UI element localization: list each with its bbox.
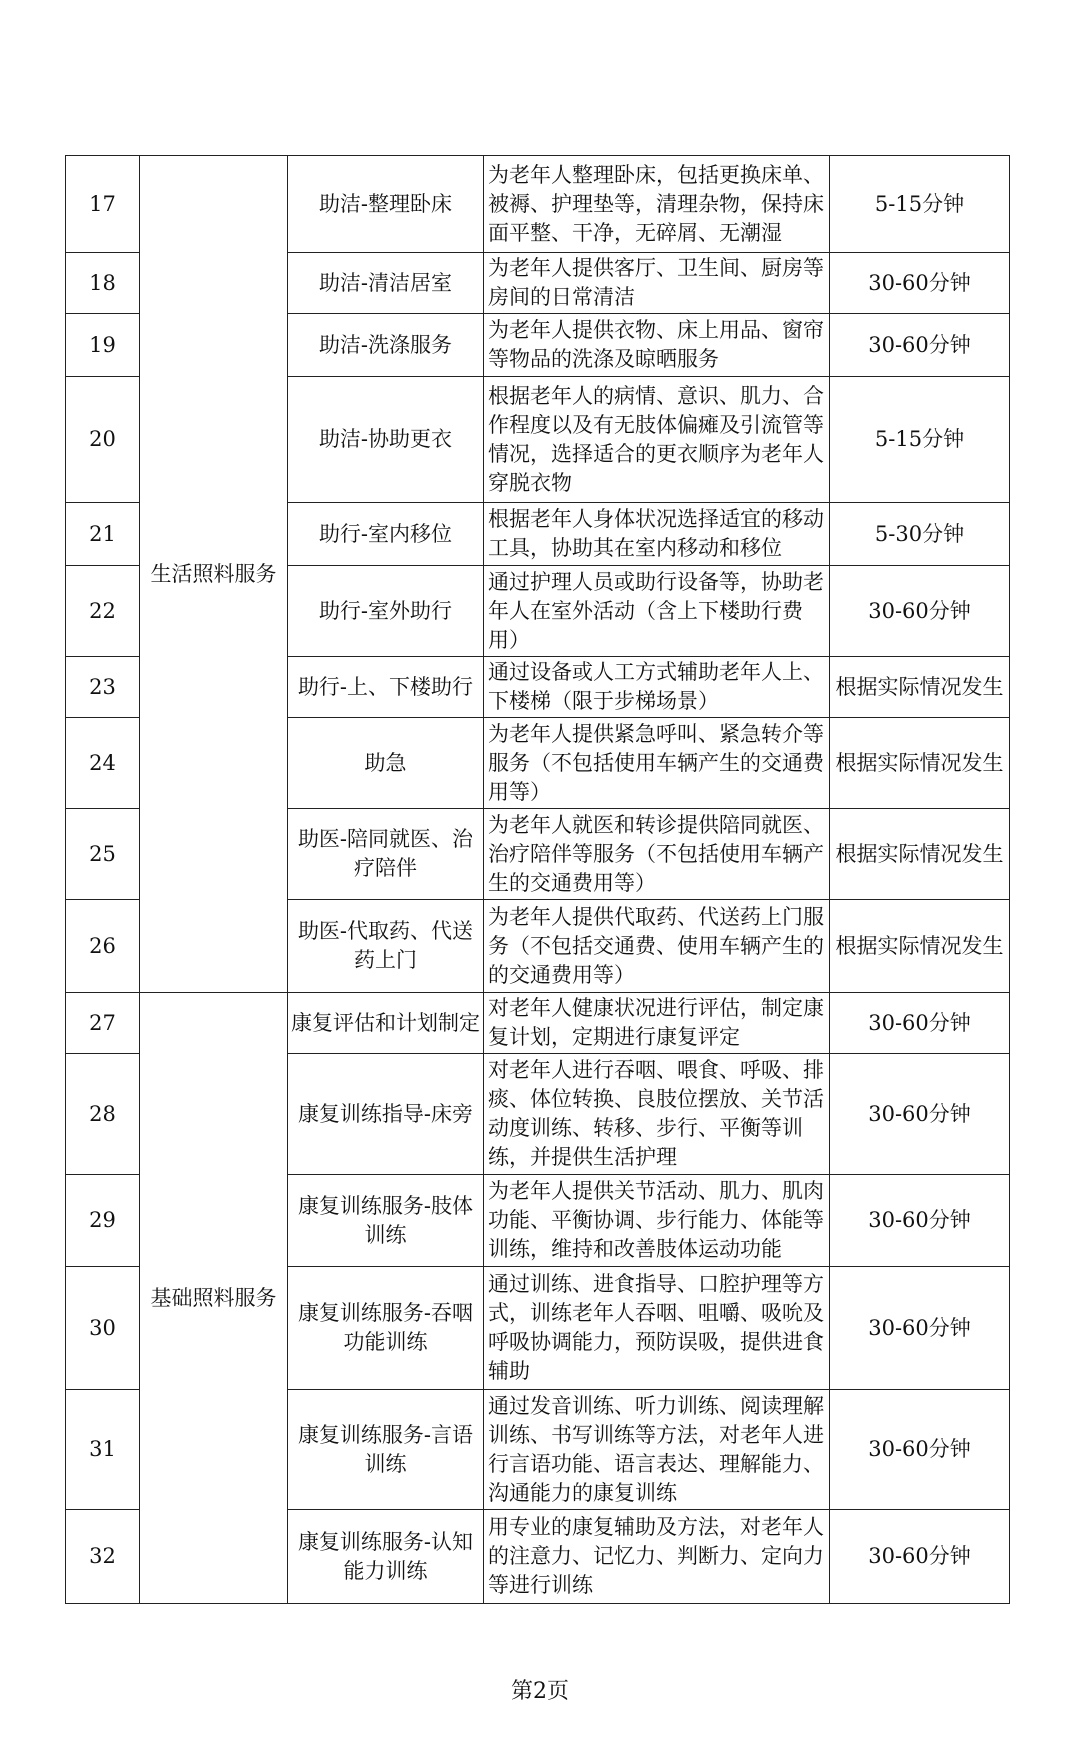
service-duration: 30-60分钟 xyxy=(830,566,1010,657)
row-number: 31 xyxy=(66,1390,140,1510)
service-name: 助急 xyxy=(288,718,484,809)
service-duration: 30-60分钟 xyxy=(830,993,1010,1054)
service-duration: 根据实际情况发生 xyxy=(830,718,1010,809)
service-description: 根据老年人身体状况选择适宜的移动工具，协助其在室内移动和移位 xyxy=(484,503,830,566)
service-duration: 根据实际情况发生 xyxy=(830,900,1010,993)
table-row xyxy=(66,993,1010,1054)
service-description: 对老年人健康状况进行评估，制定康复计划，定期进行康复评定 xyxy=(484,993,830,1054)
service-name: 康复训练服务-肢体训练 xyxy=(288,1175,484,1267)
service-description: 为老年人提供关节活动、肌力、肌肉功能、平衡协调、步行能力、体能等训练，维持和改善肢体运动功能 xyxy=(484,1175,830,1267)
category-cell: 生活照料服务 xyxy=(140,156,288,993)
row-number: 19 xyxy=(66,314,140,377)
service-name: 助洁-协助更衣 xyxy=(288,377,484,503)
category-cell: 基础照料服务 xyxy=(140,993,288,1604)
service-name: 康复训练服务-吞咽功能训练 xyxy=(288,1267,484,1390)
service-duration: 30-60分钟 xyxy=(830,1175,1010,1267)
service-name: 康复训练指导-床旁 xyxy=(288,1054,484,1175)
service-description: 为老年人提供客厅、卫生间、厨房等房间的日常清洁 xyxy=(484,253,830,314)
service-name: 康复训练服务-认知能力训练 xyxy=(288,1510,484,1604)
service-duration: 根据实际情况发生 xyxy=(830,809,1010,900)
service-duration: 30-60分钟 xyxy=(830,1510,1010,1604)
service-description: 为老年人整理卧床，包括更换床单、被褥、护理垫等，清理杂物，保持床面平整、干净，无碎屑、无潮湿 xyxy=(484,156,830,253)
row-number: 20 xyxy=(66,377,140,503)
service-duration: 5-30分钟 xyxy=(830,503,1010,566)
service-description: 为老年人就医和转诊提供陪同就医、治疗陪伴等服务（不包括使用车辆产生的交通费用等） xyxy=(484,809,830,900)
row-number: 26 xyxy=(66,900,140,993)
service-description: 通过设备或人工方式辅助老年人上、下楼梯（限于步梯场景） xyxy=(484,657,830,718)
row-number: 22 xyxy=(66,566,140,657)
service-duration: 30-60分钟 xyxy=(830,253,1010,314)
service-name: 助洁-整理卧床 xyxy=(288,156,484,253)
service-description: 为老年人提供衣物、床上用品、窗帘等物品的洗涤及晾晒服务 xyxy=(484,314,830,377)
service-duration: 根据实际情况发生 xyxy=(830,657,1010,718)
service-duration: 5-15分钟 xyxy=(830,156,1010,253)
service-duration: 5-15分钟 xyxy=(830,377,1010,503)
row-number: 25 xyxy=(66,809,140,900)
table-row xyxy=(66,156,1010,253)
service-name: 助医-陪同就医、治疗陪伴 xyxy=(288,809,484,900)
row-number: 17 xyxy=(66,156,140,253)
page-number: 第2页 xyxy=(511,1679,569,1704)
row-number: 18 xyxy=(66,253,140,314)
service-name: 康复评估和计划制定 xyxy=(288,993,484,1054)
service-duration: 30-60分钟 xyxy=(830,314,1010,377)
service-name: 康复训练服务-言语训练 xyxy=(288,1390,484,1510)
service-duration: 30-60分钟 xyxy=(830,1267,1010,1390)
service-duration: 30-60分钟 xyxy=(830,1390,1010,1510)
service-name: 助洁-洗涤服务 xyxy=(288,314,484,377)
service-duration: 30-60分钟 xyxy=(830,1054,1010,1175)
row-number: 24 xyxy=(66,718,140,809)
service-name: 助医-代取药、代送药上门 xyxy=(288,900,484,993)
service-description: 用专业的康复辅助及方法，对老年人的注意力、记忆力、判断力、定向力等进行训练 xyxy=(484,1510,830,1604)
row-number: 28 xyxy=(66,1054,140,1175)
service-description: 通过训练、进食指导、口腔护理等方式，训练老年人吞咽、咀嚼、吸吮及呼吸协调能力，预防误吸，提供进食辅助 xyxy=(484,1267,830,1390)
service-description: 为老年人提供紧急呼叫、紧急转介等服务（不包括使用车辆产生的交通费用等） xyxy=(484,718,830,809)
row-number: 21 xyxy=(66,503,140,566)
row-number: 23 xyxy=(66,657,140,718)
service-description: 通过发音训练、听力训练、阅读理解训练、书写训练等方法，对老年人进行言语功能、语言表达、理解能力、沟通能力的康复训练 xyxy=(484,1390,830,1510)
service-name: 助行-上、下楼助行 xyxy=(288,657,484,718)
service-name: 助洁-清洁居室 xyxy=(288,253,484,314)
service-description: 根据老年人的病情、意识、肌力、合作程度以及有无肢体偏瘫及引流管等情况，选择适合的更衣顺序为老年人穿脱衣物 xyxy=(484,377,830,503)
row-number: 29 xyxy=(66,1175,140,1267)
service-name: 助行-室内移位 xyxy=(288,503,484,566)
service-table xyxy=(65,155,1010,1604)
service-description: 通过护理人员或助行设备等，协助老年人在室外活动（含上下楼助行费用） xyxy=(484,566,830,657)
service-name: 助行-室外助行 xyxy=(288,566,484,657)
service-description: 为老年人提供代取药、代送药上门服务（不包括交通费、使用车辆产生的的交通费用等） xyxy=(484,900,830,993)
row-number: 30 xyxy=(66,1267,140,1390)
service-description: 对老年人进行吞咽、喂食、呼吸、排痰、体位转换、良肢位摆放、关节活动度训练、转移、步行、平衡等训练，并提供生活护理 xyxy=(484,1054,830,1175)
row-number: 32 xyxy=(66,1510,140,1604)
row-number: 27 xyxy=(66,993,140,1054)
